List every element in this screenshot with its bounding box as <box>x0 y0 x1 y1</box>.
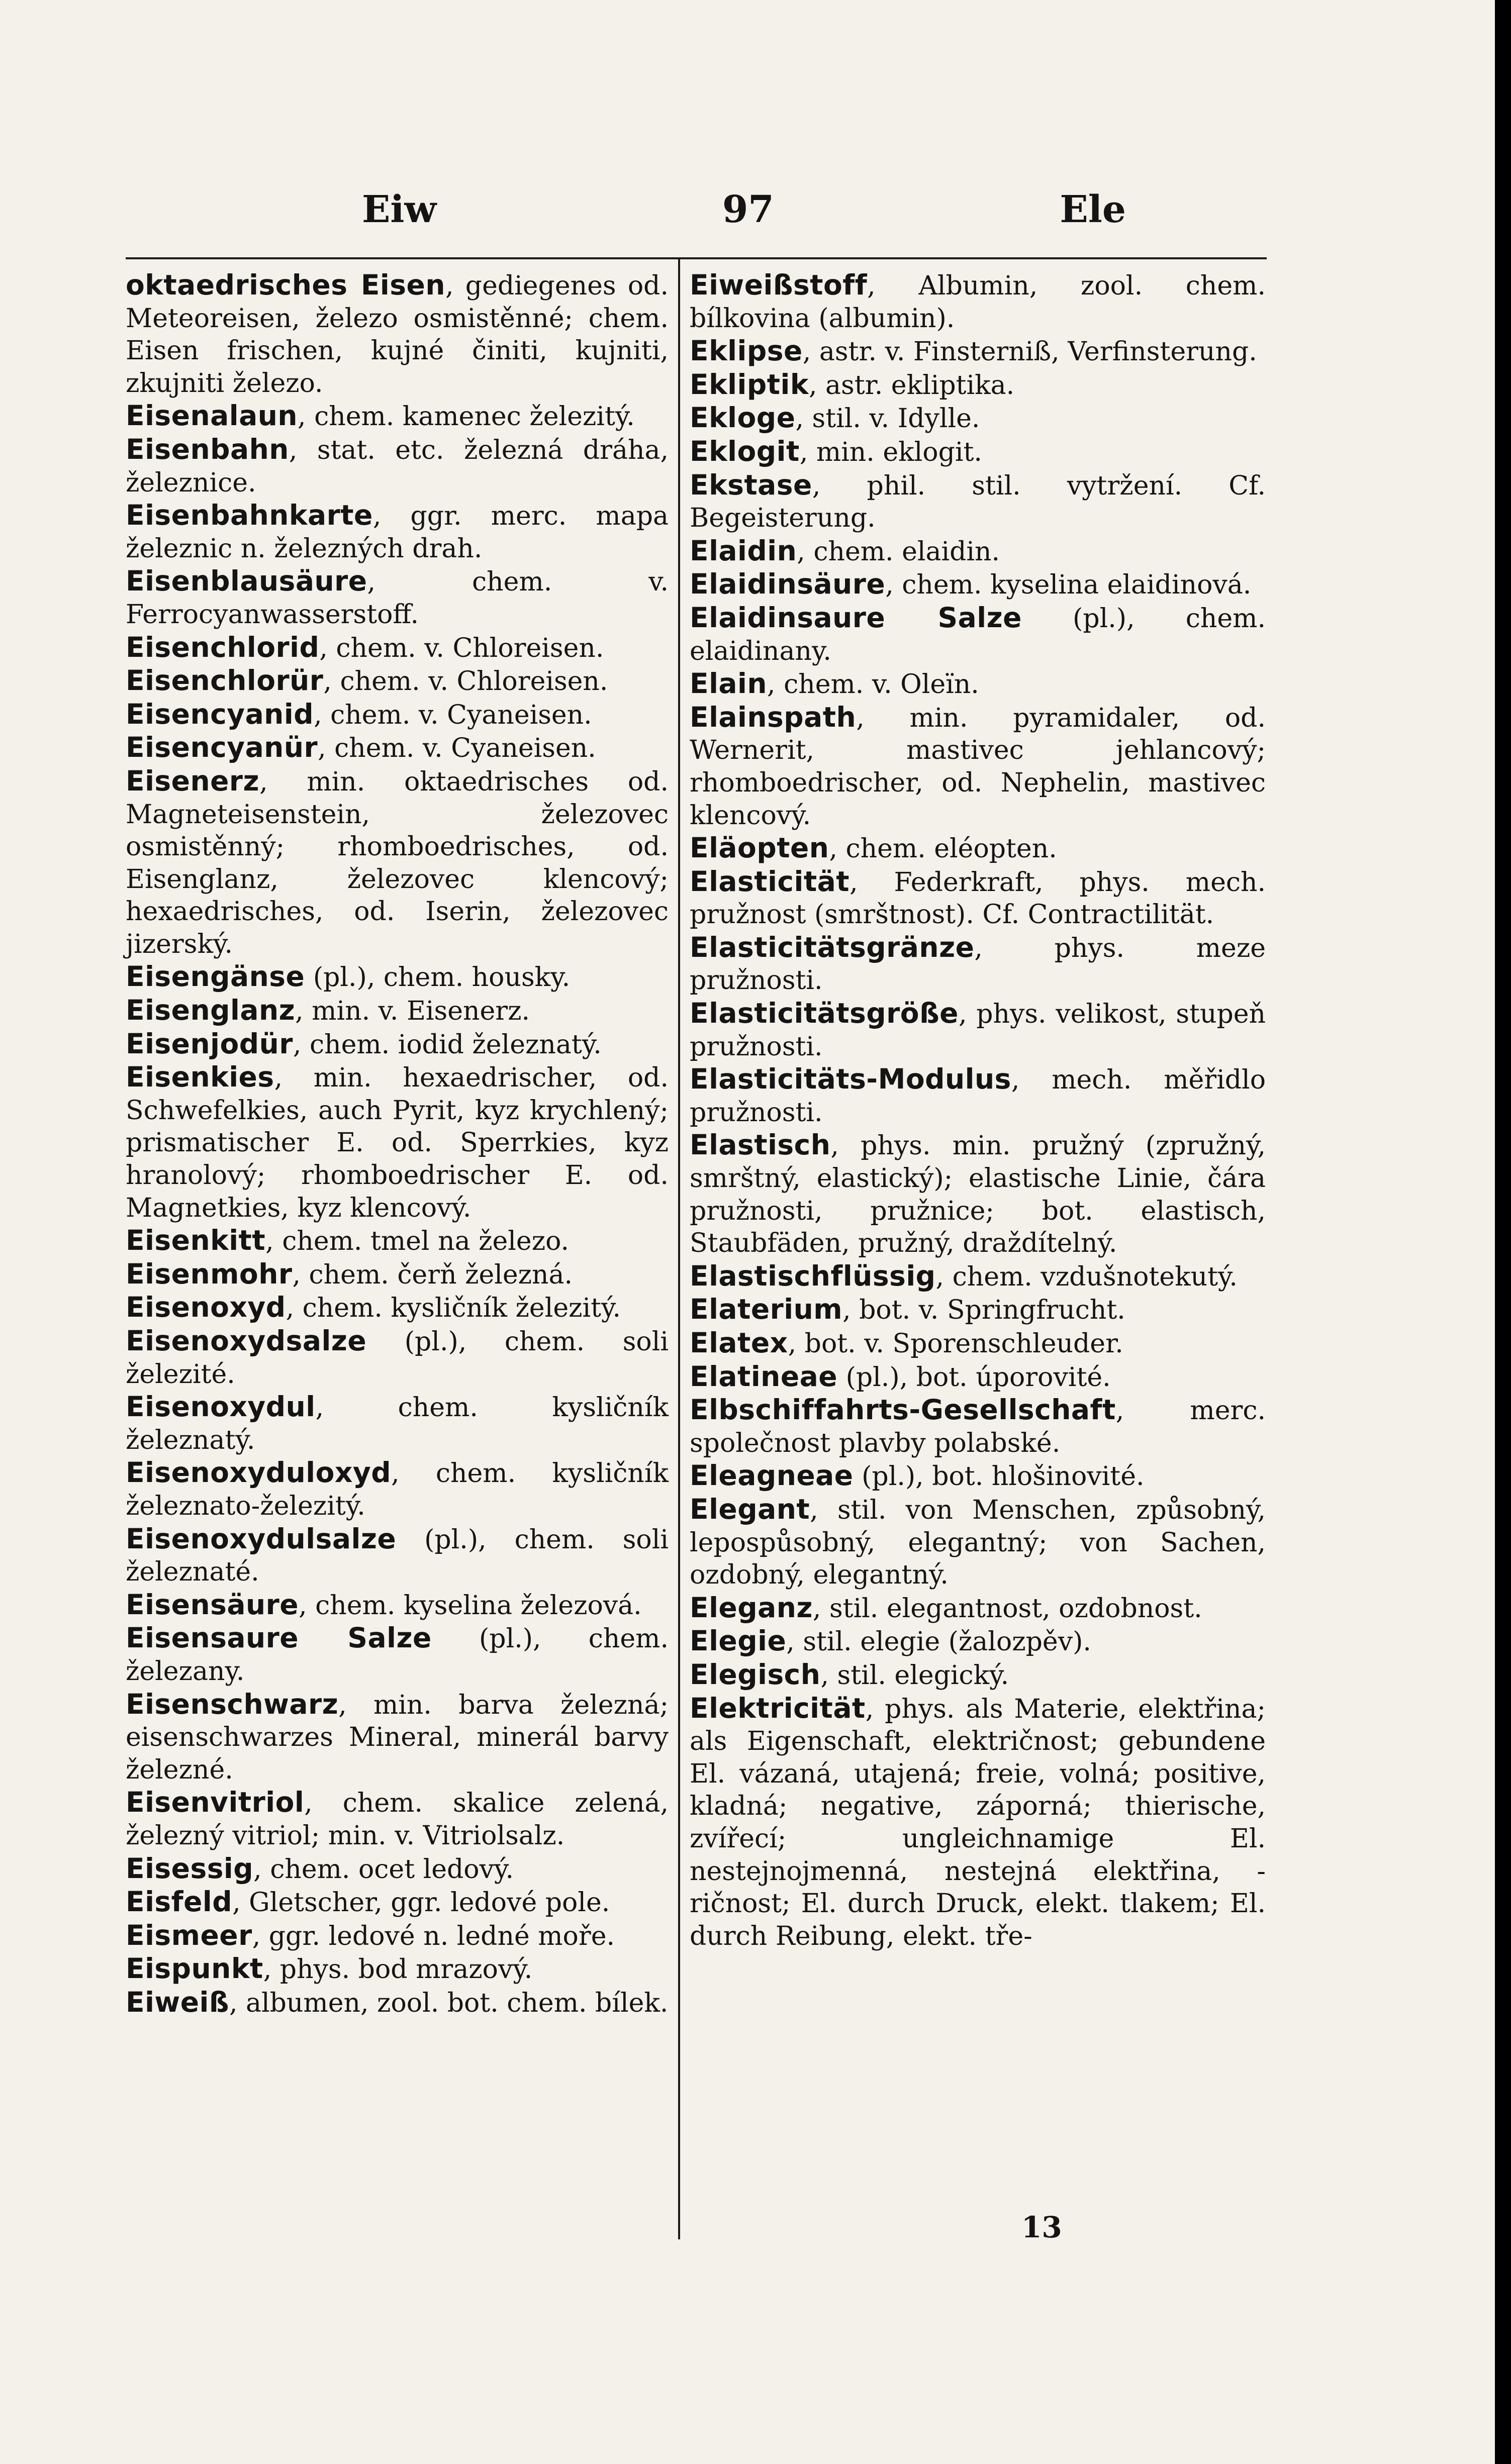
entry-definition: (pl.), chem. housky. <box>305 962 571 993</box>
entry-headword: Elbschiffahrts-Gesellschaft <box>690 1394 1116 1426</box>
entry-definition: , stil. elegie (žalozpěv). <box>786 1627 1091 1657</box>
signature-mark: 13 <box>1021 2210 1062 2244</box>
dictionary-entry <box>690 535 1266 568</box>
dictionary-entry <box>126 1391 669 1456</box>
entry-definition: , astr. ekliptika. <box>808 370 1015 401</box>
dictionary-entry <box>126 731 669 765</box>
dictionary-entry <box>690 402 1266 435</box>
entry-definition: , chem. kysličník železnato-železitý. <box>126 1458 669 1521</box>
dictionary-entry <box>126 698 669 732</box>
page-edge <box>1495 0 1503 2464</box>
entry-definition: (pl.), chem. železany. <box>126 1624 669 1687</box>
entry-headword: Elaidinsäure <box>690 568 886 601</box>
entry-headword: Eisenalaun <box>126 400 298 432</box>
entry-definition: , chem. v. Ferrocyanwasserstoff. <box>126 567 669 630</box>
entry-headword: Elaterium <box>690 1293 843 1326</box>
dictionary-entry <box>126 1523 669 1589</box>
entry-definition: , chem. iodid železnatý. <box>293 1029 602 1060</box>
entry-definition: , chem. vzdušnotekutý. <box>935 1261 1238 1292</box>
dictionary-entry <box>690 1260 1266 1294</box>
entry-headword: Eleagneae <box>690 1459 854 1492</box>
entry-definition: , stil. elegický. <box>820 1660 1009 1691</box>
dictionary-entry <box>126 1919 669 1953</box>
entry-headword: oktaedrisches Eisen <box>126 269 445 301</box>
dictionary-entry <box>126 664 669 698</box>
entry-headword: Eisenoxydul <box>126 1391 316 1423</box>
entry-definition: , phys. bod mrazový. <box>263 1954 533 1985</box>
entry-definition: , stil. elegantnost, ozdobnost. <box>812 1593 1202 1624</box>
entry-headword: Eisenvitriol <box>126 1786 305 1819</box>
header-rule <box>126 257 1267 259</box>
entry-headword: Elastischflüssig <box>690 1259 936 1292</box>
entry-headword: Eläopten <box>690 832 829 864</box>
entry-headword: Elektricität <box>690 1692 866 1724</box>
dictionary-entry <box>126 1291 669 1325</box>
dictionary-entry <box>690 1658 1266 1692</box>
entry-definition: , stat. etc. železná dráha, železnice. <box>126 435 669 498</box>
entry-headword: Ekliptik <box>690 368 809 401</box>
entry-headword: Eisenoxyduloxyd <box>126 1456 392 1489</box>
dictionary-entry <box>690 1360 1266 1394</box>
entry-headword: Eisencyanid <box>126 698 314 730</box>
dictionary-entry <box>690 335 1266 368</box>
entry-headword: Eisfeld <box>126 1886 233 1918</box>
entry-definition: (pl.), chem. elaidinany. <box>690 603 1266 666</box>
entry-headword: Elatex <box>690 1327 788 1359</box>
dictionary-entry <box>126 1786 669 1852</box>
dictionary-entry <box>126 994 669 1028</box>
dictionary-entry <box>690 1394 1266 1459</box>
dictionary-entry <box>690 1327 1266 1360</box>
dictionary-entry <box>690 368 1266 402</box>
dictionary-entry <box>126 1852 669 1886</box>
entry-headword: Elasticitätsgränze <box>690 931 975 963</box>
entry-headword: Elasticitätsgröße <box>690 997 959 1030</box>
entry-definition: , chem. tmel na železo. <box>265 1226 570 1257</box>
dictionary-entry <box>690 1592 1266 1625</box>
entry-definition: , bot. v. Springfrucht. <box>842 1295 1125 1326</box>
dictionary-entry <box>126 960 669 994</box>
entry-definition: , phys. meze pružnosti. <box>690 933 1266 996</box>
dictionary-entry <box>690 1293 1266 1327</box>
entry-headword: Eisenjodür <box>126 1027 293 1060</box>
entry-definition: , chem. elaidin. <box>797 536 1000 567</box>
entry-headword: Eisenbahnkarte <box>126 499 373 532</box>
entry-definition: (pl.), chem. soli železité. <box>126 1327 669 1390</box>
dictionary-entry <box>126 1061 669 1224</box>
entry-definition: , phys. velikost, stupeň pružnosti. <box>690 999 1266 1062</box>
dictionary-entry <box>690 1129 1266 1259</box>
entry-headword: Eisenkitt <box>126 1224 266 1257</box>
entry-definition: , albumen, zool. bot. chem. bílek. <box>229 1988 669 2018</box>
entry-definition: , phil. stil. vytržení. Cf. Begeisterung. <box>690 470 1266 534</box>
dictionary-entry <box>690 1063 1266 1129</box>
entry-headword: Elatineae <box>690 1360 838 1393</box>
entry-definition: , stil. von Menschen, způsobný, lepospůsobný, elegantný; von Sachen, ozdobný, elegantný. <box>690 1495 1266 1591</box>
entry-headword: Eisensäure <box>126 1588 299 1621</box>
entry-headword: Elasticitäts-Modulus <box>690 1063 1011 1096</box>
entry-headword: Eisenoxyd <box>126 1291 286 1324</box>
entry-definition: , phys. min. pružný (zpružný, smrštný, elastický); elastische Linie, čára pružnosti, pružnice; bot. elastisch, Staubfäden, pružný, draždítelný. <box>690 1131 1266 1259</box>
dictionary-entry <box>126 1456 669 1522</box>
dictionary-entry <box>126 1952 669 1986</box>
entry-definition: , Gletscher, ggr. ledové pole. <box>232 1888 610 1918</box>
entry-definition: , chem. ocet ledový. <box>253 1854 514 1885</box>
entry-definition: , chem. eléopten. <box>829 834 1057 864</box>
entry-definition: , min. pyramidaler, od. Wernerit, mastivec jehlancový; rhomboedrischer, od. Nephelin, mastivec klencový. <box>690 703 1266 831</box>
dictionary-entry <box>690 269 1266 335</box>
entry-definition: , gediegenes od. Meteoreisen, železo osmistěnné; chem. Eisen frischen, kujné činiti, kujniti, zkujniti železo. <box>126 271 669 399</box>
entry-headword: Eisenschwarz <box>126 1688 339 1720</box>
entry-headword: Eisenchlorid <box>126 631 320 663</box>
entry-definition: , chem. čerň železná. <box>292 1259 573 1290</box>
entry-definition: (pl.), bot. úporovité. <box>837 1362 1111 1393</box>
entry-definition: , ggr. ledové n. ledné moře. <box>252 1921 615 1951</box>
dictionary-entry <box>690 865 1266 931</box>
dictionary-entry <box>126 269 669 400</box>
entry-headword: Elasticität <box>690 865 850 898</box>
entry-headword: Eisenglanz <box>126 994 296 1027</box>
entry-headword: Eisengänse <box>126 960 305 993</box>
right-column <box>690 269 1266 1952</box>
header-right-guideword: Ele <box>1060 188 1126 231</box>
entry-headword: Eisenoxydsalze <box>126 1325 367 1357</box>
dictionary-entry <box>126 433 669 499</box>
entry-headword: Eisencyanür <box>126 731 318 764</box>
entry-definition: , chem. kamenec železitý. <box>298 402 635 432</box>
dictionary-entry <box>126 565 669 631</box>
dictionary-entry <box>126 1886 669 1919</box>
entry-headword: Eisenbahn <box>126 433 289 465</box>
entry-headword: Eklipse <box>690 335 803 367</box>
dictionary-entry <box>126 1688 669 1787</box>
entry-definition: , chem. v. Chloreisen. <box>323 666 608 697</box>
dictionary-entry <box>126 1589 669 1622</box>
entry-headword: Eisenchlorür <box>126 664 324 697</box>
entry-definition: , min. v. Eisenerz. <box>295 996 530 1027</box>
entry-definition: , chem. v. Chloreisen. <box>319 633 604 663</box>
entry-headword: Ekstase <box>690 468 812 501</box>
dictionary-entry <box>126 1258 669 1292</box>
entry-definition: , chem. v. Oleïn. <box>767 669 979 700</box>
entry-headword: Eisenblausäure <box>126 565 367 598</box>
header-left-guideword: Eiw <box>362 188 437 231</box>
dictionary-entry <box>690 1692 1266 1953</box>
entry-definition: , Albumin, zool. chem. bílkovina (albumin). <box>690 271 1266 334</box>
entry-headword: Elaidin <box>690 534 797 567</box>
entry-definition: , min. oktaedrisches od. Magneteisenstein, železovec osmistěnný; rhomboedrisches, od. Eisenglanz, železovec klencový; hexaedrisches, od. Iserin, železovec jizerský. <box>126 766 669 959</box>
entry-headword: Eiweiß <box>126 1986 229 2018</box>
entry-definition: , astr. v. Finsterniß, Verfinsterung. <box>802 337 1257 367</box>
dictionary-entry <box>690 568 1266 602</box>
entry-headword: Eisessig <box>126 1852 254 1885</box>
dictionary-entry <box>690 667 1266 701</box>
dictionary-entry <box>126 1325 669 1391</box>
entry-definition: (pl.), bot. hlošinovité. <box>853 1461 1145 1492</box>
entry-definition: , chem. v. Cyaneisen. <box>318 733 596 764</box>
entry-headword: Elaidinsaure Salze <box>690 601 1022 634</box>
entry-definition: , Federkraft, phys. mech. pružnost (smrštnost). Cf. Contractilität. <box>690 867 1266 930</box>
entry-definition: , bot. v. Sporenschleuder. <box>788 1329 1123 1359</box>
page-number: 97 <box>722 188 774 231</box>
entry-definition: , chem. kysličník železnatý. <box>126 1393 669 1455</box>
dictionary-entry <box>690 469 1266 535</box>
entry-headword: Eisenoxydulsalze <box>126 1522 397 1555</box>
entry-definition: , mech. měřidlo pružnosti. <box>690 1065 1266 1128</box>
dictionary-entry <box>126 499 669 565</box>
entry-definition: , chem. kyselina železová. <box>299 1590 642 1621</box>
entry-headword: Eleganz <box>690 1591 813 1624</box>
dictionary-entry <box>690 602 1266 667</box>
dictionary-entry <box>690 1625 1266 1658</box>
dictionary-entry <box>126 765 669 961</box>
entry-headword: Elegisch <box>690 1658 821 1691</box>
entry-headword: Eklogit <box>690 435 800 467</box>
left-column <box>126 269 669 2019</box>
dictionary-entry <box>126 400 669 433</box>
entry-headword: Eispunkt <box>126 1952 263 1985</box>
entry-headword: Eisensaure Salze <box>126 1622 432 1654</box>
running-header <box>362 188 1126 231</box>
entry-definition: , chem. skalice zelená, železný vitriol; min. v. Vitriolsalz. <box>126 1788 669 1851</box>
entry-definition: , min. eklogit. <box>799 437 982 467</box>
dictionary-entry <box>690 931 1266 997</box>
dictionary-entry <box>690 997 1266 1063</box>
entry-definition: , merc. společnost plavby polabské. <box>690 1396 1266 1458</box>
dictionary-entry <box>126 1028 669 1061</box>
entry-definition: , chem. kyselina elaidinová. <box>885 570 1252 601</box>
entry-definition: , phys. als Materie, elektřina; als Eigenschaft, električnost; gebundene El. vázaná, utajená; freie, volná; positive, kladná; negative, záporná; thierische, zvířecí; ungleichnamige El. nestejnojmenná, nestejná elektřina, -ričnost; El. durch Druck, elekt. tlakem; El. durch Reibung, elekt. tře- <box>690 1694 1266 1951</box>
column-divider <box>678 259 680 2239</box>
entry-definition: , min. hexaedrischer, od. Schwefelkies, auch Pyrit, kyz krychlený; prismatischer E. od. Sperrkies, kyz hranolový; rhomboedrischer E. od. Magnetkies, kyz klencový. <box>126 1063 669 1223</box>
entry-definition: , stil. v. Idylle. <box>795 404 980 434</box>
dictionary-entry <box>690 1459 1266 1493</box>
dictionary-entry <box>690 1493 1266 1592</box>
dictionary-entry <box>126 1986 669 2020</box>
entry-definition: (pl.), chem. soli železnaté. <box>126 1524 669 1588</box>
dictionary-entry <box>690 435 1266 469</box>
entry-definition: , chem. kysličník železitý. <box>286 1293 621 1324</box>
entry-headword: Elastisch <box>690 1129 831 1161</box>
entry-headword: Eiweißstoff <box>690 269 868 301</box>
entry-definition: , ggr. merc. mapa železnic n. železných drah. <box>126 501 669 564</box>
entry-headword: Elain <box>690 667 768 700</box>
entry-headword: Elainspath <box>690 701 857 733</box>
entry-headword: Eisenmohr <box>126 1257 293 1290</box>
entry-definition: , min. barva železná; eisenschwarzes Mineral, minerál barvy železné. <box>126 1690 669 1785</box>
entry-headword: Elegie <box>690 1625 787 1657</box>
entry-headword: Elegant <box>690 1493 810 1525</box>
entry-headword: Eisenkies <box>126 1061 274 1094</box>
entry-headword: Ekloge <box>690 402 796 434</box>
dictionary-entry <box>690 701 1266 832</box>
dictionary-entry <box>126 1224 669 1258</box>
dictionary-entry <box>126 631 669 665</box>
entry-headword: Eismeer <box>126 1919 252 1951</box>
dictionary-entry <box>690 832 1266 865</box>
dictionary-entry <box>126 1622 669 1688</box>
entry-headword: Eisenerz <box>126 764 260 797</box>
entry-definition: , chem. v. Cyaneisen. <box>314 700 592 730</box>
